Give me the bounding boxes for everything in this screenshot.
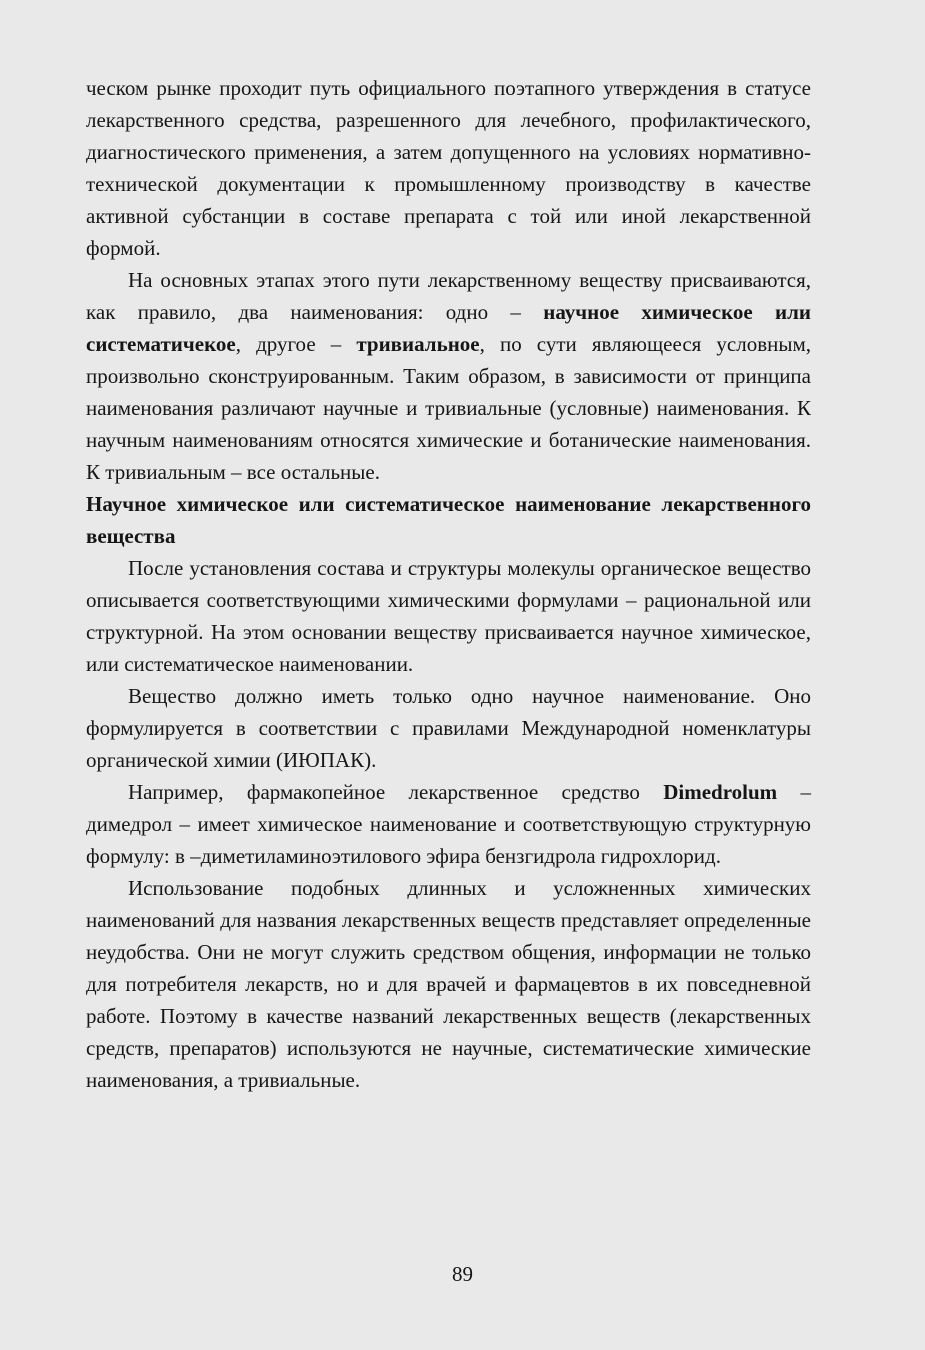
paragraph-1: ческом рынке проходит путь официального поэтапного утверждения в статусе лекарственного средства, разрешенного для лечебного, профилактического, диагностического применения, а затем допущенного на условиях нормативно-технической документации к промышленному производству в качестве активной субстанции в составе препарата с той или иной лекарственной формой. xyxy=(86,76,811,260)
paragraph-5 xyxy=(86,776,811,872)
term-trivial-name: тривиальное xyxy=(356,332,480,356)
paragraph-4: Вещество должно иметь только одно научное наименование. Оно формулируется в соответствии с правилами Международной номенклатуры органической химии (ИЮПАК). xyxy=(86,684,811,772)
paragraph-5-text-1: Например, фармакопейное лекарственное средство xyxy=(128,780,664,804)
term-scientific-name: научное химическое или систематичекое xyxy=(86,300,811,356)
term-dimedrolum: Dimedrolum xyxy=(663,780,778,804)
paragraph-6: Использование подобных длинных и усложненных химических наименований для названия лекарственных веществ представляет определенные неудобства. Они не могут служить средством общения, информации не только для потребителя лекарств, но и для врачей и фармацевтов в их повседневной работе. Поэтому в качестве названий лекарственных веществ (лекарственных средств, препаратов) используются не научные, систематические химические наименования, а тривиальные. xyxy=(86,876,811,1092)
paragraph-2-text-3: , по сути являющееся условным, произвольно сконструированным. Таким образом, в зависимости от принципа наименования различают научные и тривиальные (условные) наименования. К научным наименованиям относятся химические и ботанические наименования. К тривиальным – все остальные. xyxy=(86,332,811,484)
paragraph-2-text-1: На основных этапах этого пути лекарственному веществу присваиваются, как правило, два наименования: одно – xyxy=(86,268,811,324)
page-text xyxy=(86,72,811,1096)
paragraph-3: После установления состава и структуры молекулы органическое вещество описывается соответствующими химическими формулами – рациональной или структурной. На этом основании веществу присваивается научное химическое, или систематическое наименовании. xyxy=(86,556,811,676)
paragraph-2 xyxy=(86,264,811,488)
paragraph-2-text-2: , другое – xyxy=(235,332,357,356)
page-number: 89 xyxy=(452,1262,473,1286)
section-heading: Научное химическое или систематическое наименование лекарственного вещества xyxy=(86,492,811,548)
paragraph-5-text-2: – димедрол – имеет химическое наименование и соответствующую структурную формулу: в –диметиламиноэтилового эфира бензгидрола гидрохлорид. xyxy=(86,780,811,868)
